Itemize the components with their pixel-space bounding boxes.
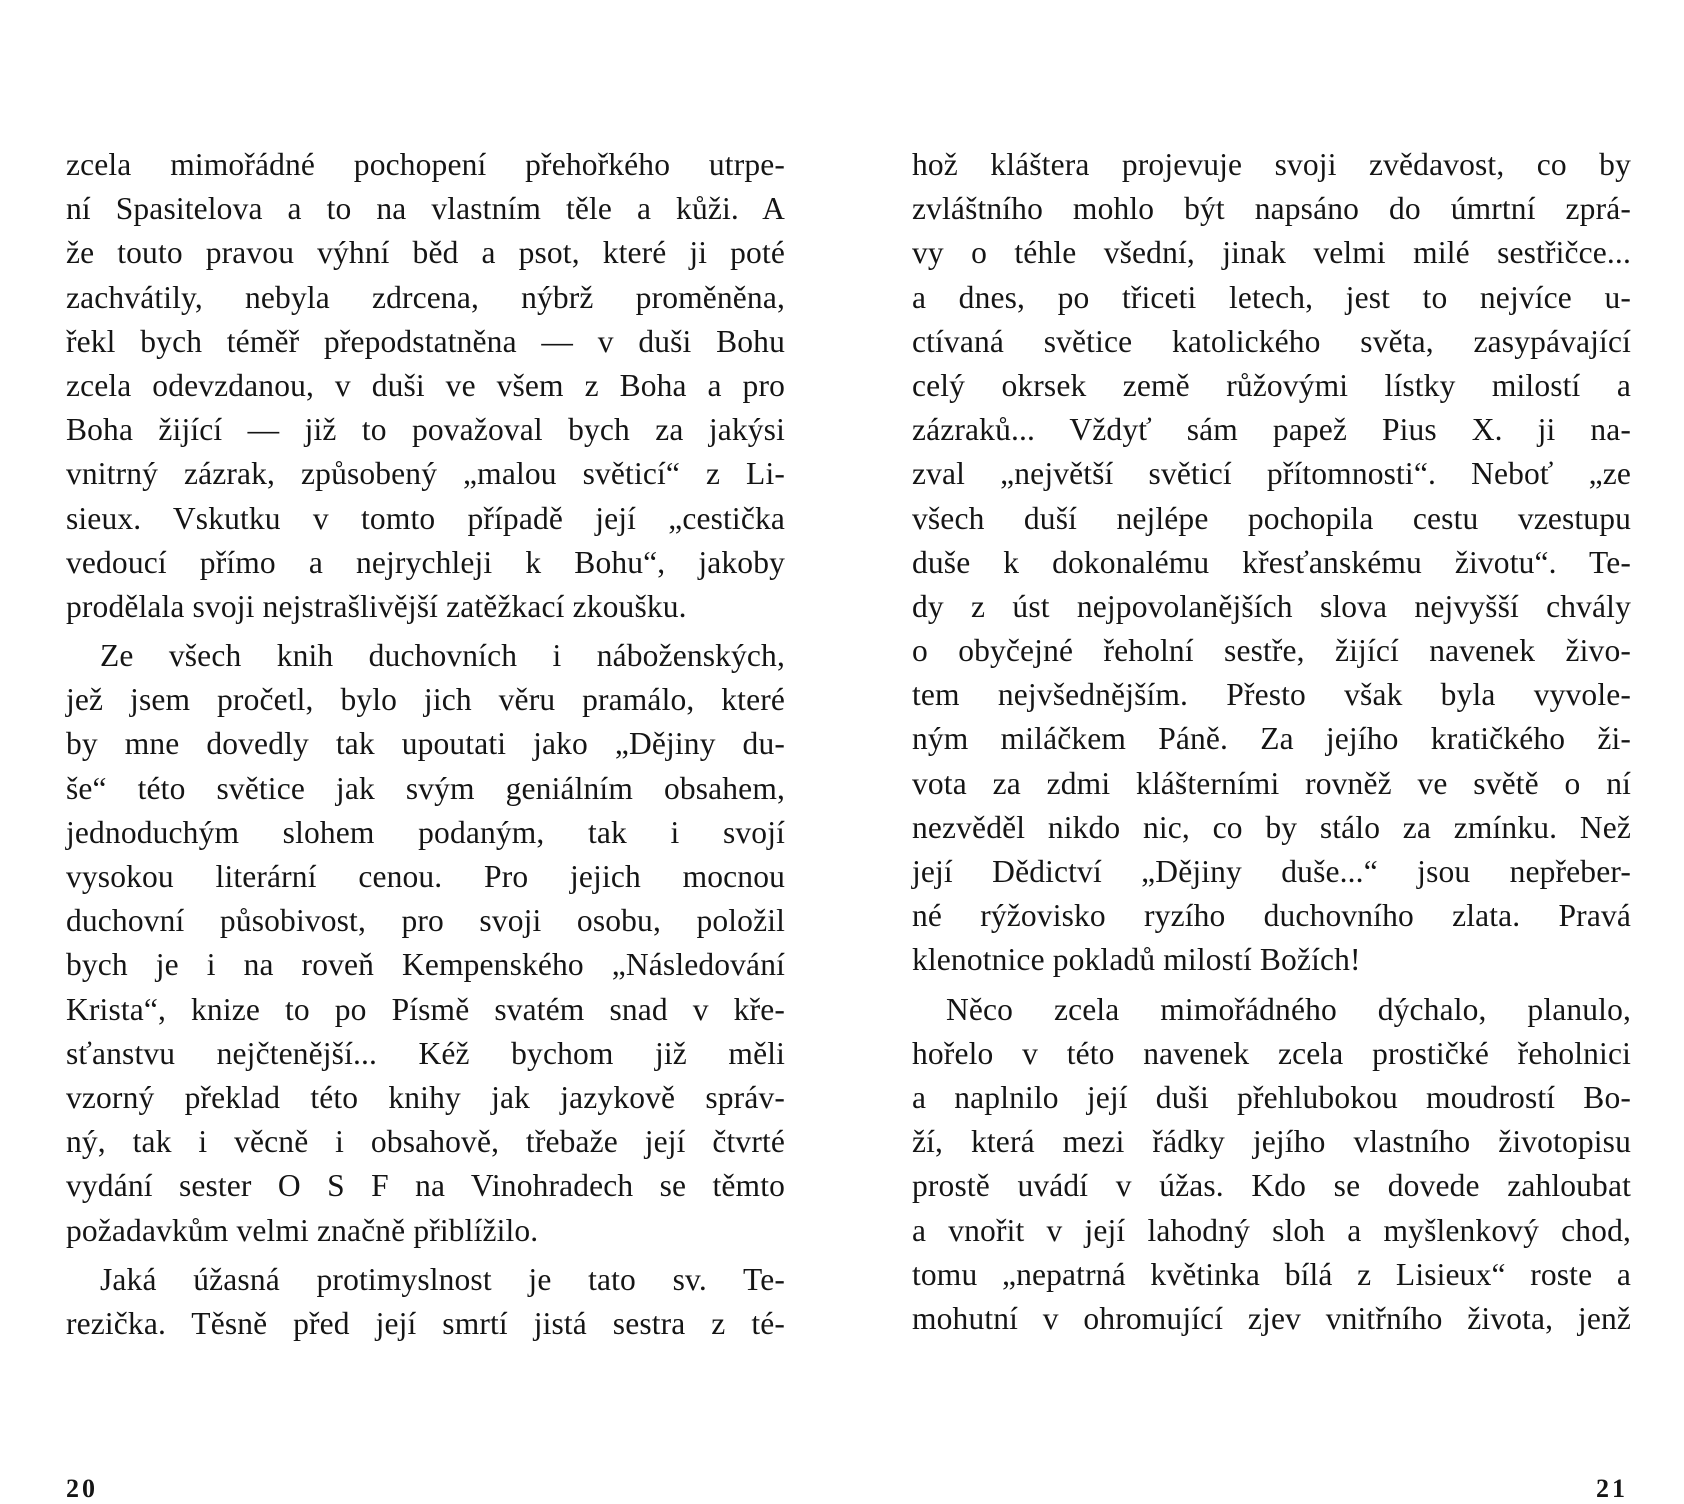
text-line: ný, tak i věcně i obsahově, třebaže její čtvrté xyxy=(66,1124,785,1160)
right-page xyxy=(842,0,1684,1503)
text-line: její Dědictví „Dějiny duše...“ jsou nepřeber- xyxy=(912,854,1631,889)
text-line: prostě uvádí v úžas. Kdo se dovede zahloubat xyxy=(912,1168,1631,1204)
text-line: sťanstvu nejčtenější... Kéž bychom již měli xyxy=(66,1035,785,1071)
text-line: duše k dokonalému křesťanskému životu“. Te- xyxy=(912,544,1631,580)
text-line: o obyčejné řeholní sestře, žijící navenek živo- xyxy=(912,633,1631,669)
paragraph xyxy=(66,143,785,629)
text-line: vedoucí přímo a nejrychleji k Bohu“, jakoby xyxy=(66,544,785,580)
left-page-text xyxy=(66,143,785,1346)
text-line: Krista“, knize to po Písmě svatém snad v kře- xyxy=(66,991,785,1027)
text-line: zcela odevzdanou, v duši ve všem z Boha a pro xyxy=(66,367,785,403)
text-line: ným miláčkem Páně. Za jejího kratičkého ži- xyxy=(912,721,1631,757)
text-line: né rýžovisko ryzího duchovního zlata. Pravá xyxy=(912,898,1631,934)
text-line: Boha žijící — již to považoval bych za jakýsi xyxy=(66,412,785,448)
text-line: nezvěděl nikdo nic, co by stálo za zmínku. Než xyxy=(912,809,1631,845)
page-number-left: 20 xyxy=(66,1474,98,1503)
text-line: klenotnice pokladů milostí Božích! xyxy=(912,942,1361,978)
text-line: a vnořit v její lahodný sloh a myšlenkový chod, xyxy=(912,1212,1631,1248)
text-line: jednoduchým slohem podaným, tak i svojí xyxy=(66,814,785,850)
left-page xyxy=(0,0,842,1503)
text-line: Něco zcela mimořádného dýchalo, planulo, xyxy=(946,991,1631,1027)
text-line: Jaká úžasná protimyslnost je tato sv. Te- xyxy=(100,1261,785,1297)
text-line: zcela mimořádné pochopení přehořkého utrpe- xyxy=(66,147,785,182)
text-line: vnitrný zázrak, způsobený „malou světicí“ z Li- xyxy=(66,456,785,492)
page-number-right: 21 xyxy=(1596,1474,1628,1503)
text-line: duchovní působivost, pro svoji osobu, položil xyxy=(66,903,785,939)
text-line: tomu „nepatrná květinka bílá z Lisieux“ roste a xyxy=(912,1256,1631,1292)
text-line: vysokou literární cenou. Pro jejich mocnou xyxy=(66,859,785,894)
text-line: sieux. Vskutku v tomto případě její „cestička xyxy=(66,500,785,536)
paragraph xyxy=(912,143,1631,983)
text-line: hož kláštera projevuje svoji zvědavost, co by xyxy=(912,147,1631,182)
text-line: zachvátily, nebyla zdrcena, nýbrž proměněna, xyxy=(66,279,785,315)
paragraph xyxy=(66,634,785,1253)
text-line: vota za zdmi klášterními rovněž ve světě o ní xyxy=(912,765,1631,801)
text-line: še“ této světice jak svým geniálním obsahem, xyxy=(66,770,785,806)
text-line: bych je i na roveň Kempenského „Následování xyxy=(66,947,785,983)
text-line: vy o téhle všední, jinak velmi milé sestřičce... xyxy=(912,235,1631,271)
text-line: vzorný překlad této knihy jak jazykově správ- xyxy=(66,1079,785,1115)
text-line: zval „největší světicí přítomnosti“. Neboť „ze xyxy=(912,456,1631,492)
text-line: prodělala svoji nejstrašlivější zatěžkací zkoušku. xyxy=(66,588,687,624)
text-line: zvláštního mohlo být napsáno do úmrtní zprá- xyxy=(912,191,1631,227)
paragraph xyxy=(912,988,1631,1342)
text-line: Ze všech knih duchovních i náboženských, xyxy=(100,638,785,674)
text-line: a naplnilo její duši přehlubokou moudrostí Bo- xyxy=(912,1079,1631,1115)
text-line: že touto pravou výhní běd a psot, které ji poté xyxy=(66,235,785,271)
text-line: tem nejvšednějším. Přesto však byla vyvole- xyxy=(912,677,1631,713)
text-line: všech duší nejlépe pochopila cestu vzestupu xyxy=(912,500,1631,536)
text-line: jež jsem pročetl, bylo jich věru pramálo, které xyxy=(66,682,785,718)
text-line: vydání sester O S F na Vinohradech se těmto xyxy=(66,1168,785,1204)
paragraph xyxy=(66,1258,785,1346)
text-line: rezička. Těsně před její smrtí jistá sestra z té- xyxy=(66,1305,785,1341)
text-line: dy z úst nejpovolanějších slova nejvyšší chvály xyxy=(912,588,1631,624)
text-line: ctívaná světice katolického světa, zasypávající xyxy=(912,323,1631,359)
text-line: mohutní v ohromující zjev vnitřního života, jenž xyxy=(912,1300,1631,1336)
text-line: požadavkům velmi značně přiblížilo. xyxy=(66,1212,539,1248)
text-line: celý okrsek země růžovými lístky milostí a xyxy=(912,367,1631,403)
text-line: řekl bych téměř přepodstatněna — v duši Bohu xyxy=(66,323,785,359)
right-page-text xyxy=(912,143,1631,1341)
text-line: by mne dovedly tak upoutati jako „Dějiny du- xyxy=(66,726,785,762)
text-line: ží, která mezi řádky jejího vlastního životopisu xyxy=(912,1124,1631,1160)
text-line: hořelo v této navenek zcela prostičké řeholnici xyxy=(912,1035,1631,1071)
text-line: a dnes, po třiceti letech, jest to nejvíce u- xyxy=(912,279,1631,315)
text-line: zázraků... Vždyť sám papež Pius X. ji na- xyxy=(912,412,1631,448)
text-line: ní Spasitelova a to na vlastním těle a kůži. A xyxy=(66,191,785,227)
